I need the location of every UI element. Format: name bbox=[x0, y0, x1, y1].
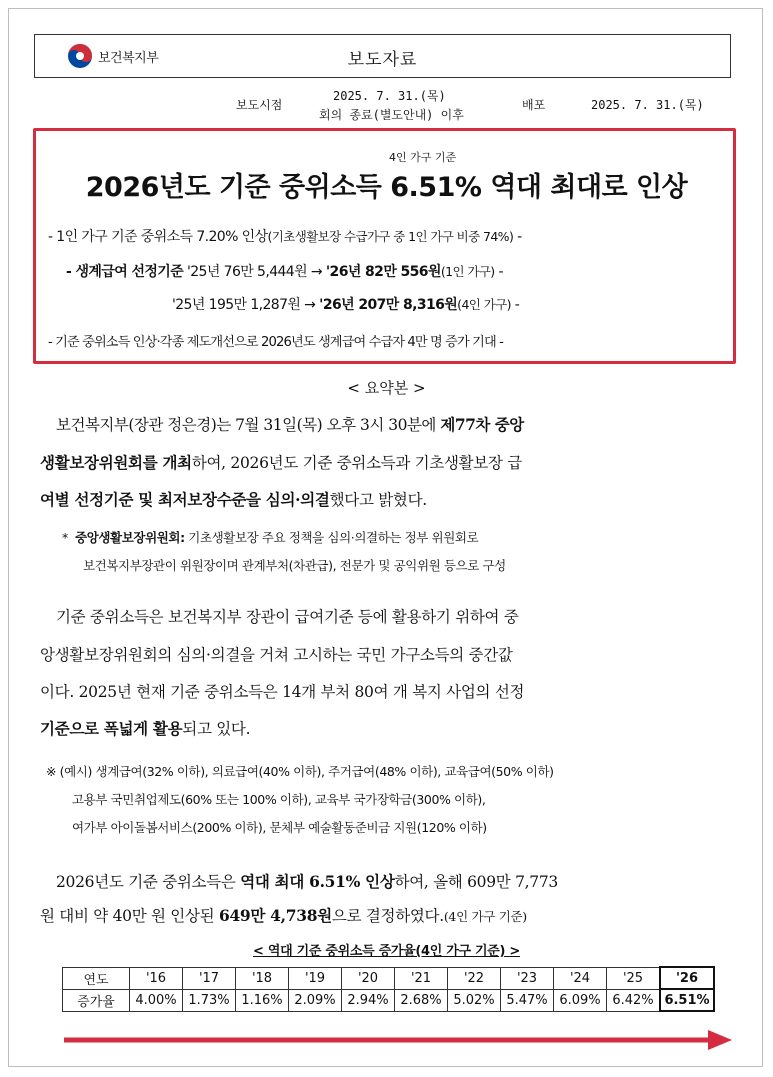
table-caption: < 역대 기준 중위소득 증가율(4인 가구 기준) > bbox=[253, 944, 520, 959]
subline-2-end: - bbox=[494, 264, 503, 280]
table-row-years bbox=[63, 967, 715, 989]
footnote-2-line3: 여가부 아이돌봄서비스(200% 이하), 문체부 예술활동준비금 지원(120% 이하) bbox=[72, 820, 487, 835]
trend-arrow-icon bbox=[62, 1027, 734, 1053]
year-cell: '22 bbox=[448, 967, 501, 989]
rate-cell: 6.09% bbox=[554, 989, 607, 1011]
year-cell: '18 bbox=[236, 967, 289, 989]
rate-cell: 5.47% bbox=[501, 989, 554, 1011]
para1-line3 bbox=[40, 488, 740, 510]
year-cell: '24 bbox=[554, 967, 607, 989]
subline-3-note: (4인 가구) bbox=[457, 297, 511, 312]
rate-cell: 2.09% bbox=[289, 989, 342, 1011]
subline-2-old: '25년 76만 5,444원 → bbox=[183, 264, 326, 280]
footnote-1-line2: 보건복지부장관이 위원장이며 관계부처(차관급), 전문가 및 공익위원 등으로 구성 bbox=[83, 558, 506, 573]
headline-subline-4: - 기준 중위소득 인상·각종 제도개선으로 2026년도 생계급여 수급자 4만 명 증가 기대 - bbox=[48, 335, 503, 350]
headline-subline-3 bbox=[172, 294, 519, 314]
para3-line2 bbox=[40, 904, 740, 926]
year-cell: '20 bbox=[342, 967, 395, 989]
subline-1-note: (기초생활보장 수급가구 중 1인 가구 비중 74%) bbox=[267, 229, 514, 244]
para1-line1-text: 보건복지부(장관 정은경)는 7월 31일(목) 오후 3시 30분에 bbox=[56, 416, 441, 434]
rate-cell-highlight: 6.51% bbox=[660, 989, 714, 1011]
subline-3-old: '25년 195만 1,287원 → bbox=[172, 297, 320, 313]
para3-line1-bold: 역대 최대 6.51% 인상 bbox=[240, 872, 395, 891]
para3-line1-text: 2026년도 기준 중위소득 bbox=[56, 873, 221, 891]
subline-2-label: - 생계급여 선정기준 bbox=[66, 264, 184, 280]
release-condition: 회의 종료(별도안내) 이후 bbox=[319, 108, 464, 122]
footnote-2-line2: 고용부 국민취업제도(60% 또는 100% 이하), 교육부 국가장학금(300% 이하), bbox=[72, 792, 486, 807]
footnote-1-text: 기초생활보장 주요 정책을 심의·의결하는 정부 위원회로 bbox=[184, 530, 479, 545]
distribution-label: 배포 bbox=[522, 98, 546, 112]
year-cell: '16 bbox=[130, 967, 183, 989]
para3-line1-tail: 하여, 올해 609만 7,773 bbox=[394, 873, 558, 891]
para3-line2-bold: 649만 4,738원 bbox=[218, 906, 332, 925]
para2-line1: 기준 중위소득은 보건복지부 장관이 급여기준 등에 활용하기 위하여 중 bbox=[56, 608, 519, 626]
year-cell: '17 bbox=[183, 967, 236, 989]
year-cell-highlight: '26 bbox=[660, 967, 714, 989]
subline-1-main: - 1인 가구 기준 중위소득 7.20% 인상 bbox=[48, 229, 268, 245]
rate-cell: 6.42% bbox=[607, 989, 661, 1011]
para2-line2: 앙생활보장위원회의 심의·의결을 거쳐 고시하는 국민 가구소득의 중간값 bbox=[40, 646, 513, 664]
para1-line2-bold: 생활보장위원회를 개최 bbox=[40, 453, 192, 472]
para3-line2-tail: 으로 결정하였다. bbox=[331, 907, 444, 925]
headline-box bbox=[33, 128, 736, 364]
para2-line4 bbox=[40, 717, 740, 739]
subline-3-new: '26년 207만 8,316원 bbox=[319, 297, 458, 313]
year-cell: '23 bbox=[501, 967, 554, 989]
rate-cell: 1.16% bbox=[236, 989, 289, 1011]
para1-line2 bbox=[40, 451, 740, 473]
rate-cell: 2.68% bbox=[395, 989, 448, 1011]
headline-note: 4인 가구 기준 bbox=[389, 151, 457, 164]
rate-cell: 4.00% bbox=[130, 989, 183, 1011]
subline-3-end: - bbox=[510, 297, 520, 313]
release-label: 보도시점 bbox=[236, 98, 283, 112]
para3-line1-particle: 은 bbox=[220, 873, 241, 891]
distribution-date: 2025. 7. 31.(목) bbox=[591, 98, 704, 112]
document-header bbox=[34, 34, 731, 78]
year-cell: '21 bbox=[395, 967, 448, 989]
release-date: 2025. 7. 31.(목) bbox=[333, 89, 446, 103]
para2-line4-text: 되고 있다. bbox=[182, 720, 251, 738]
para2-line3: 이다. 2025년 현재 기준 중위소득은 14개 부처 80여 개 복지 사업의 선정 bbox=[40, 683, 525, 701]
rate-cell: 5.02% bbox=[448, 989, 501, 1011]
para3-line1 bbox=[56, 870, 756, 892]
subline-2-new: '26년 82만 556원 bbox=[325, 264, 441, 280]
footnote-term: 중앙생활보장위원회: bbox=[75, 530, 185, 545]
para3-line2-note: (4인 가구 기준) bbox=[443, 909, 527, 924]
table-row-rates bbox=[63, 989, 715, 1011]
footnote-marker: * bbox=[62, 530, 68, 545]
para1-line3-bold: 여별 선정기준 및 최저보장수준을 심의·의결 bbox=[40, 490, 330, 509]
headline-subline-1 bbox=[48, 226, 522, 246]
subline-1-end: - bbox=[513, 229, 522, 245]
summary-label: < 요약본 > bbox=[347, 379, 426, 397]
para1-line1-bold: 제77차 중앙 bbox=[440, 415, 524, 434]
growth-rate-table bbox=[62, 966, 715, 1012]
year-cell: '25 bbox=[607, 967, 661, 989]
para1-line2-text: 하여, 2026년도 기준 중위소득과 기초생활보장 급 bbox=[191, 454, 522, 472]
document-type-title: 보도자료 bbox=[347, 50, 418, 70]
table-header-year: 연도 bbox=[63, 967, 130, 989]
subline-2-note: (1인 가구) bbox=[440, 264, 495, 279]
rate-cell: 1.73% bbox=[183, 989, 236, 1011]
footnote-2-line1: ※ (예시) 생계급여(32% 이하), 의료급여(40% 이하), 주거급여(48% 이하), 교육급여(50% 이하) bbox=[46, 764, 554, 779]
table-header-rate: 증가율 bbox=[63, 989, 130, 1011]
rate-cell: 2.94% bbox=[342, 989, 395, 1011]
ministry-name: 보건복지부 bbox=[98, 50, 159, 66]
para3-line2-text: 원 대비 약 40만 원 인상된 bbox=[40, 907, 219, 925]
para2-line4-bold: 기준으로 폭넓게 활용 bbox=[40, 719, 183, 738]
para1-line1 bbox=[56, 413, 756, 435]
para1-line3-text: 했다고 밝혔다. bbox=[329, 491, 427, 509]
year-cell: '19 bbox=[289, 967, 342, 989]
headline-subline-2 bbox=[66, 261, 503, 281]
footnote-1-line1 bbox=[62, 528, 478, 546]
headline-title: 2026년도 기준 중위소득 6.51% 역대 최대로 인상 bbox=[85, 172, 688, 203]
